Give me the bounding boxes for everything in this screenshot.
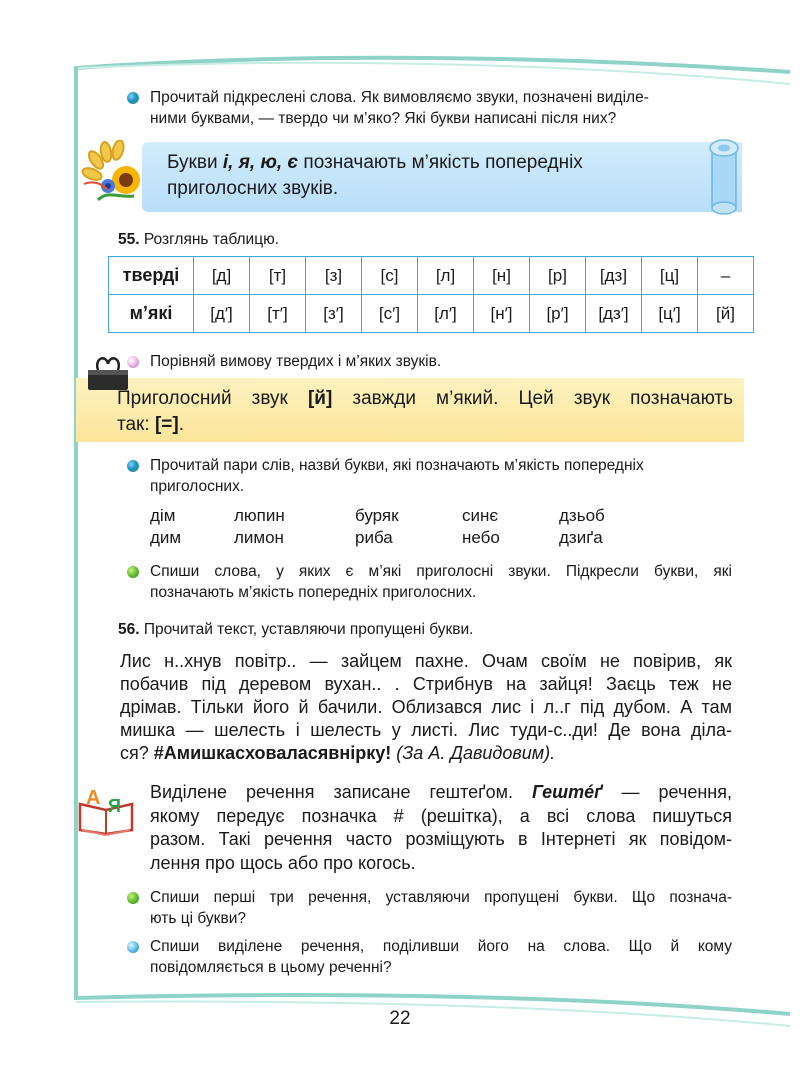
task-d-line2: позначають м’якість попередніх приголосних. (150, 584, 477, 601)
table-cell: [ц] (642, 257, 698, 295)
rule-2-pre: Приголосний звук (117, 388, 308, 409)
table-cell: [р′] (530, 295, 586, 333)
rule-2-sound: [й] (307, 388, 333, 409)
word-column (462, 505, 500, 549)
rule-2-line2-post: . (178, 414, 184, 435)
rule-2-symbol: [=] (154, 414, 179, 435)
info-line1-pre: Виділене речення записане гештеґом. (150, 782, 532, 802)
rule-2-line2-pre: так: (117, 414, 155, 435)
table-cell: [д] (194, 257, 250, 295)
word: риба (355, 528, 393, 547)
table-cell: – (698, 257, 754, 295)
exercise-55-text: Розглянь таблицю. (143, 231, 280, 248)
book-letter-a: А (86, 787, 101, 809)
word: синє (462, 506, 499, 525)
task-b: Порівняй вимову твердих і м’яких звуків. (150, 353, 442, 370)
task-c-line2: приголосних. (150, 478, 245, 495)
info-text (150, 781, 732, 875)
rule-2-post: завжди м’який. Цей звук позначають (332, 388, 733, 409)
word-column (150, 505, 181, 549)
table-cell: [дз] (586, 257, 642, 295)
paper-scroll-icon (704, 138, 744, 216)
table-cell: [т′] (250, 295, 306, 333)
sunflower-wheat-icon (78, 140, 154, 214)
rule-1-text (167, 150, 727, 202)
task-a (150, 87, 740, 129)
exercise-56 (118, 619, 473, 640)
story-line5-pre: ся? (120, 743, 154, 763)
task-d-line1: Спиши слова, у яких є м’які приголосні звуки. Підкресли букви, які (150, 563, 732, 580)
word-column (559, 505, 605, 549)
word: дзиґа (559, 528, 603, 547)
table-cell: [н] (474, 257, 530, 295)
task-c (150, 455, 740, 497)
ay-book-icon (76, 780, 136, 836)
info-line3: разом. Такі речення часто розміщують в Інтернеті як повідом- (150, 829, 732, 849)
story-source: (За А. Давидовим). (391, 743, 556, 763)
table-cell: [дз′] (586, 295, 642, 333)
task-f-line1: Спиши виділене речення, поділивши його на слова. Що й кому (150, 938, 732, 955)
table-cell: [с] (362, 257, 418, 295)
info-line1-post: — речення, (602, 782, 732, 802)
word-column (234, 505, 285, 549)
word: люпин (234, 506, 285, 525)
task-e-line2: ють ці букви? (150, 910, 246, 927)
info-line2: якому передує позначка # (решітка), а всі слова пишуться (150, 805, 732, 826)
rule-1-post: позначають м’якість попередніх (298, 152, 583, 173)
story-line2: побачив під деревом вухан.. . Стрибнув на зайця! Заєць теж не (120, 674, 732, 694)
task-e-line1: Спиши перші три речення, уставляючи пропущені букви. Що познача- (150, 889, 732, 906)
rule-1-pre: Букви (167, 152, 223, 173)
word: дім (150, 506, 176, 525)
word-column (355, 505, 399, 549)
word: небо (462, 528, 500, 547)
exercise-56-number: 56. (118, 621, 140, 638)
word: дзьоб (559, 506, 605, 525)
page-number: 22 (389, 1008, 411, 1029)
table-row-hard (109, 257, 754, 295)
bullet-dot (127, 892, 139, 904)
table-cell: [н′] (474, 295, 530, 333)
info-line4: лення про щось або про когось. (150, 852, 416, 873)
story-hashtag: #Амишкасховаласявнірку! (153, 743, 392, 763)
word: дим (150, 528, 182, 547)
table-cell: [з′] (306, 295, 362, 333)
bullet-dot (127, 460, 139, 472)
task-a-line1: Прочитай підкреслені слова. Як вимовляємо звуки, позначені виділе- (150, 89, 649, 106)
task-c-line1: Прочитай пари слів, назви́ букви, які позначають м’якість попередніх (150, 457, 644, 474)
info-term: Гештéґ (531, 782, 603, 802)
table-cell: [з] (306, 257, 362, 295)
bullet-dot (127, 566, 139, 578)
table-cell: [д′] (194, 295, 250, 333)
table-cell: [с′] (362, 295, 418, 333)
task-f-line2: повідомляється в цьому реченні? (150, 959, 392, 976)
story-text (120, 650, 732, 765)
story-line4: мишка — шелесть і шелесть у листі. Лис туди-с..ди! Де вона діла- (120, 720, 732, 740)
table-cell: [т] (250, 257, 306, 295)
sounds-table (108, 256, 754, 333)
bullet-dot (127, 941, 139, 953)
table-cell: [л′] (418, 295, 474, 333)
table-row-soft (109, 295, 754, 333)
word: буряк (355, 506, 399, 525)
rule-1-line2: приголосних звуків. (167, 178, 339, 199)
exercise-55 (118, 229, 279, 250)
table-cell: [ц′] (642, 295, 698, 333)
table-header-hard: тверді (109, 257, 194, 295)
task-f (150, 936, 732, 978)
exercise-55-number: 55. (118, 231, 140, 248)
table-header-soft: м’які (109, 295, 194, 333)
book-letter-ya: Я (108, 796, 121, 816)
task-d (150, 561, 732, 603)
table-cell: [р] (530, 257, 586, 295)
table-cell: [й] (698, 295, 754, 333)
table-cell: [л] (418, 257, 474, 295)
story-line3: дрімав. Тільки його й бачили. Облизався лис і л..г під дубом. А там (120, 697, 732, 717)
bullet-dot (127, 92, 139, 104)
task-a-line2: ними буквами, — твердо чи м’яко? Які букви написані після них? (150, 110, 617, 127)
exercise-56-text: Прочитай текст, уставляючи пропущені букви. (143, 621, 474, 638)
rule-2-text (117, 386, 733, 438)
story-line1: Лис н..хнув повітр.. — зайцем пахне. Очам своїм не повірив, як (120, 651, 732, 671)
word: лимон (234, 528, 284, 547)
rule-1-letters: і, я, ю, є (222, 152, 299, 173)
task-e (150, 887, 732, 929)
